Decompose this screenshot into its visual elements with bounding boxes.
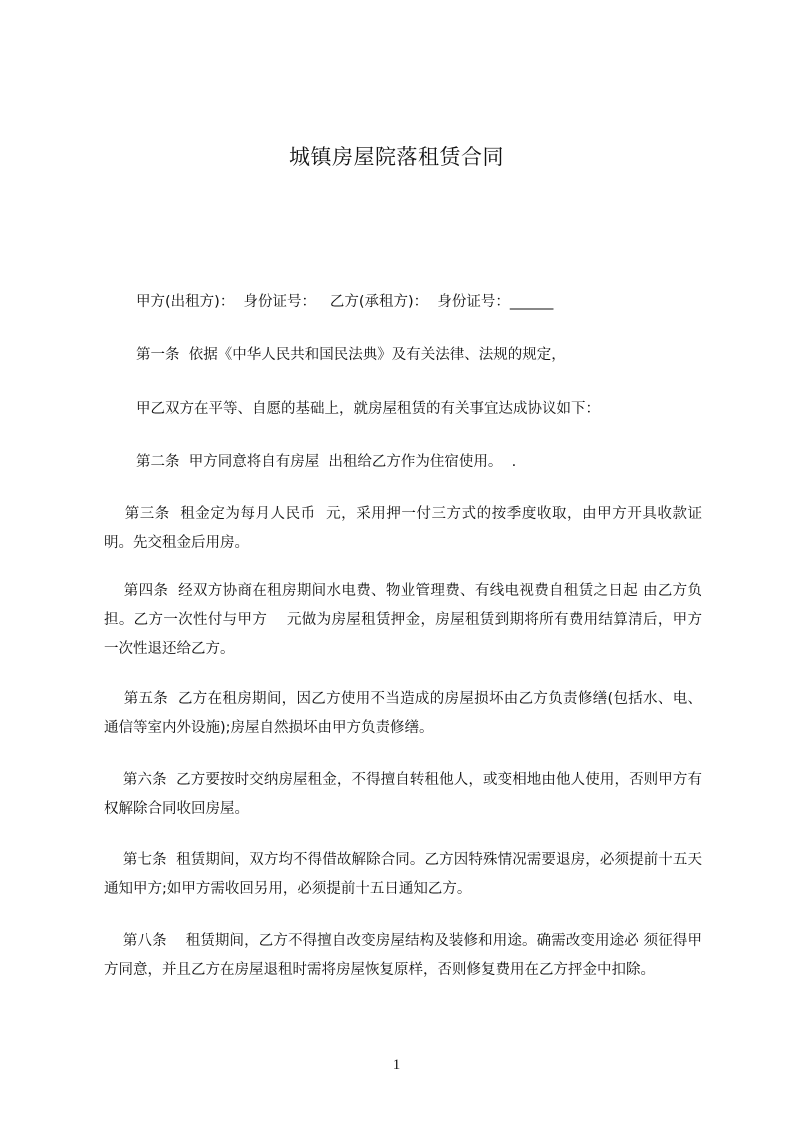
article-6: 第六条 乙方要按时交纳房屋租金，不得擅自转租他人，或变相地由他人使用，否则甲方有权解除合同收回房屋。 bbox=[104, 772, 703, 817]
parties-line: 甲方(出租方)： 身份证号： 乙方(承租方)： 身份证号：______ bbox=[136, 294, 554, 310]
article-4: 第四条 经双方协商在租房期间水电费、物业管理费、有线电视费自租赁之日起 由乙方负担。乙方一次性付与甲方 元做为房屋租赁押金，房屋租赁到期将所有费用结算清后，甲方一次性退还给乙方。 bbox=[104, 583, 703, 657]
article-8: 第八条 租赁期间，乙方不得擅自改变房屋结构及装修和用途。确需改变用途必 须征得甲方同意，并且乙方在房屋退租时需将房屋恢复原样，否则修复费用在乙方抨金中扣除。 bbox=[104, 933, 702, 978]
document-title: 城镇房屋院落租赁合同 bbox=[289, 145, 504, 169]
article-1-line-2: 甲乙双方在平等、自愿的基础上，就房屋租赁的有关事宜达成协议如下： bbox=[136, 401, 600, 417]
article-5: 第五条 乙方在租房期间，因乙方使用不当造成的房屋损坏由乙方负责修缮(包括水、电、通信等室内外设施);房屋自然损坏由甲方负责修缮。 bbox=[104, 691, 703, 736]
article-7: 第七条 租赁期间，双方均不得借故解除合同。乙方因特殊情况需要退房，必须提前十五天通知甲方;如甲方需收回另用，必须提前十五日通知乙方。 bbox=[104, 852, 703, 897]
article-1-line-1: 第一条 依据《中华人民共和国民法典》及有关法律、法规的规定， bbox=[136, 347, 566, 363]
page-number: 1 bbox=[392, 1057, 401, 1073]
article-2: 第二条 甲方同意将自有房屋 出租给乙方作为住宿使用。 . bbox=[136, 454, 517, 470]
article-3: 第三条 租金定为每月人民币 元，采用押一付三方式的按季度收取，由甲方开具收款证明。先交租金后用房。 bbox=[104, 506, 703, 551]
